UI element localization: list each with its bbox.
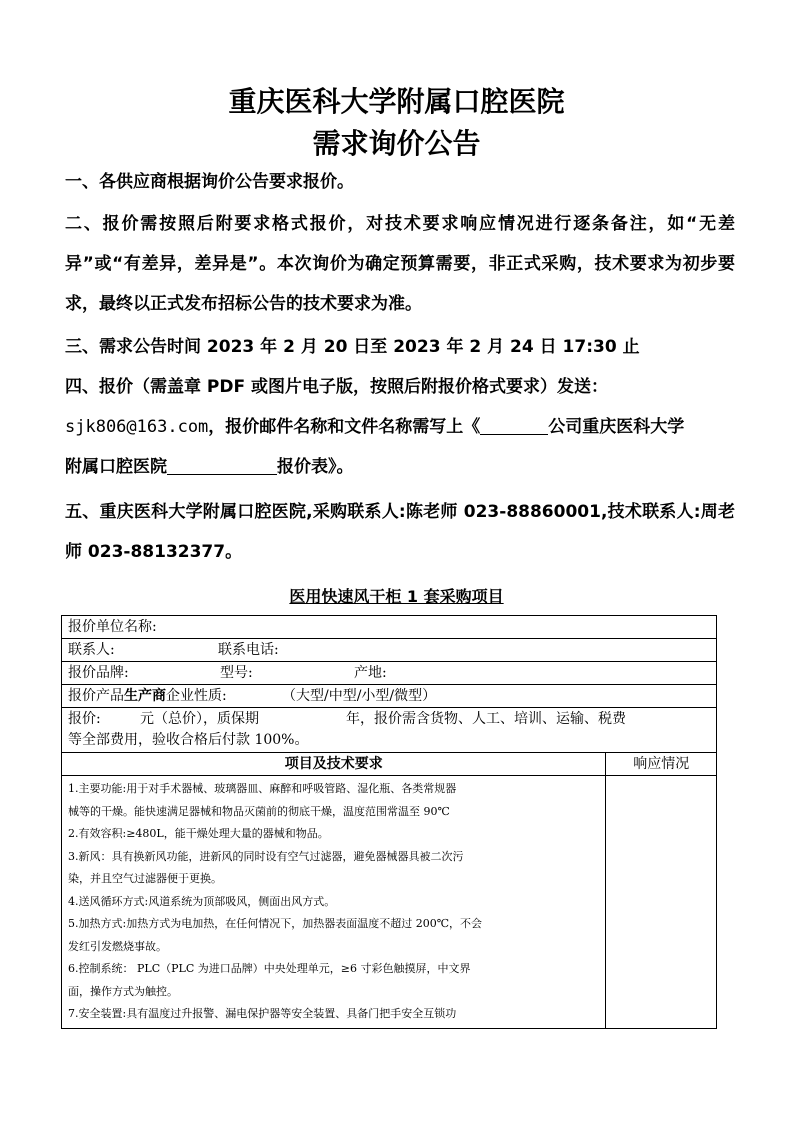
requirement-line: 2.有效容积:≥480L，能干燥处理大量的器械和物品。 [68,827,329,840]
manufacturer-cell [62,685,717,708]
quote-table [61,615,717,1029]
product-label: 报价产品 [68,688,124,704]
paragraph-5: 五、重庆医科大学附属口腔医院,采购联系人:陈老师 023-88860001,技术联系人:周老师 023-88132377。 [65,502,735,562]
requirement-line: 1.主要功能:用于对手术器械、玻璃器皿、麻醉和呼吸管路、湿化瓶、各类常规器 [68,782,457,795]
paragraph-4-company: 公司重庆医科大学 [548,417,685,437]
paragraph-4-hospital: 附属口腔医院 [65,457,167,477]
contact-phone-label: 联系电话: [218,642,279,658]
response-cell [606,776,717,1029]
paragraph-4-end: 报价表》。 [277,457,354,477]
table-row [62,639,717,662]
document-title-line1: 重庆医科大学附属口腔医院 [228,85,565,118]
brand-cell [62,662,717,685]
paragraph-4-intro: 四、报价（需盖章 PDF 或图片电子版，按照后附报价格式要求）发送： [65,377,609,397]
requirement-line: 面，操作方式为触控。 [68,984,178,998]
email-address: sjk806@163.com [65,417,209,437]
document-title-line2: 需求询价公告 [312,127,481,160]
requirement-line: 械等的干燥。能快速满足器械和物品灭菌前的彻底干燥，温度范围常温至 90℃ [68,804,450,818]
paragraph-4 [65,367,735,487]
table-row [62,708,717,753]
total-price-label: 元（总价），质保期 [140,711,259,727]
requirements-cell [62,776,606,1029]
table-header-row [62,753,717,776]
contact-person-label: 联系人: [68,642,115,658]
origin-label: 产地: [354,665,387,681]
model-label: 型号: [220,665,253,681]
paragraph-3: 三、需求公告时间 2023 年 2 月 20 日至 2023 年 2 月 24 日 17:30 止 [65,337,640,357]
table-row [62,616,717,639]
contact-cell [62,639,717,662]
enterprise-size-options: （大型/中型/小型/微型） [282,688,437,704]
requirement-line: 3.新风：具有换新风功能，进新风的同时设有空气过滤器，避免器械器具被二次污 [68,849,464,863]
requirement-line: 4.送风循环方式:风道系统为顶部吸风，侧面出风方式。 [68,894,336,908]
table-row [62,776,717,1029]
requirement-line: 染，并且空气过滤器便于更换。 [68,872,222,885]
requirement-line: 5.加热方式:加热方式为电加热，在任何情况下，加热器表面温度不超过 200℃，不会 [68,917,482,930]
quote-unit-cell: 报价单位名称: [62,616,717,639]
paragraph-4-mid: ，报价邮件名称和文件名称需写上《 [208,417,481,437]
brand-label: 报价品牌: [68,665,129,681]
project-blank [167,456,277,475]
price-label: 报价: [68,711,101,727]
paragraph-1: 一、各供应商根据询价公告要求报价。 [65,172,354,192]
price-cell [62,708,717,753]
enterprise-type-label: 企业性质: [166,688,227,704]
table-row [62,685,717,708]
payment-terms: 等全部费用，验收合格后付款 100%。 [68,732,309,748]
requirement-line: 6.控制系统： PLC（PLC 为进口品牌）中央处理单元，≥6 寸彩色触摸屏，中文界 [68,962,471,975]
company-blank [480,416,548,435]
requirement-line: 7.安全装置:具有温度过升报警、漏电保护器等安全装置、具备门把手安全互锁功 [68,1007,457,1020]
paragraph-2: 二、报价需按照后附要求格式报价，对技术要求响应情况进行逐条备注，如“无差异”或“有差异，差异是”。本次询价为确定预算需要，非正式采购，技术要求为初步要求，最终以正式发布招标公告的技术要求为准。 [65,214,735,314]
table-row [62,662,717,685]
table-title: 医用快速风干柜 1 套采购项目 [289,587,504,606]
manufacturer-label: 生产商 [124,688,166,704]
warranty-label: 年，报价需含货物、人工、培训、运输、税费 [346,711,626,727]
header-response: 响应情况 [606,753,717,776]
requirement-line: 发红引发燃烧事故。 [68,939,167,953]
header-items: 项目及技术要求 [62,753,606,776]
